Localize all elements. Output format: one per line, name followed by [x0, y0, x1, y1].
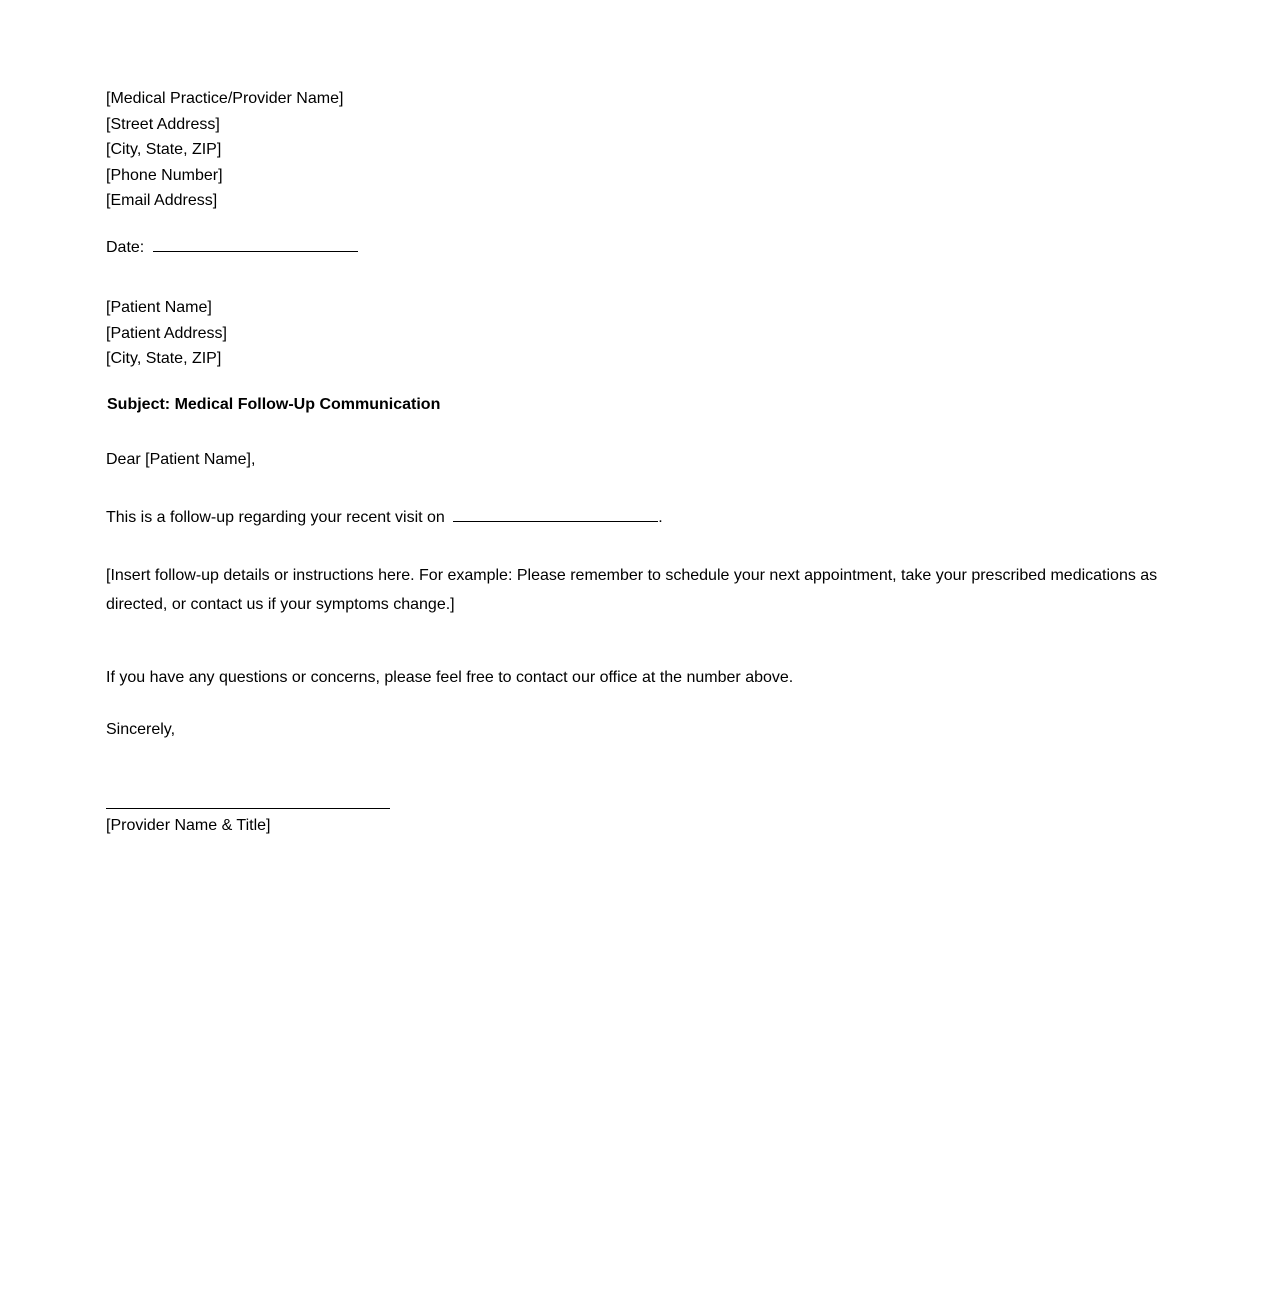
recipient-block — [106, 295, 1186, 372]
letter-document — [106, 86, 1186, 839]
closing: Sincerely, — [106, 720, 176, 738]
date-label: Date: — [106, 238, 145, 256]
sender-email-address: [Email Address] — [106, 192, 218, 209]
date-blank-field[interactable] — [153, 234, 358, 252]
provider-name-title: [Provider Name & Title] — [106, 817, 271, 834]
subject-line: Subject: Medical Follow-Up Communication — [107, 395, 441, 413]
contact-paragraph: If you have any questions or concerns, please feel free to contact our office at the number above. — [106, 669, 794, 686]
visit-paragraph — [106, 504, 1186, 530]
salutation: Dear [Patient Name], — [106, 451, 256, 468]
sender-block — [106, 86, 1186, 214]
visit-paragraph-text: This is a follow-up regarding your recent visit on — [106, 508, 445, 526]
recipient-name: [Patient Name] — [106, 299, 212, 316]
recipient-address: [Patient Address] — [106, 324, 227, 342]
visit-paragraph-period: . — [658, 508, 663, 526]
signature-line[interactable] — [106, 808, 390, 809]
date-row — [106, 234, 1186, 260]
sender-phone-number: [Phone Number] — [106, 166, 223, 184]
sender-practice-name: [Medical Practice/Provider Name] — [106, 90, 344, 107]
visit-date-blank-field[interactable] — [453, 504, 658, 522]
sender-street-address: [Street Address] — [106, 115, 220, 133]
sender-city-state-zip: [City, State, ZIP] — [106, 141, 222, 158]
follow-up-details-paragraph: [Insert follow-up details or instructions here. For example: Please remember to schedule your next appointment, take your prescribed medications as directed, or contact us if your symptoms change.] — [106, 567, 1158, 613]
recipient-city-state-zip: [City, State, ZIP] — [106, 350, 222, 367]
